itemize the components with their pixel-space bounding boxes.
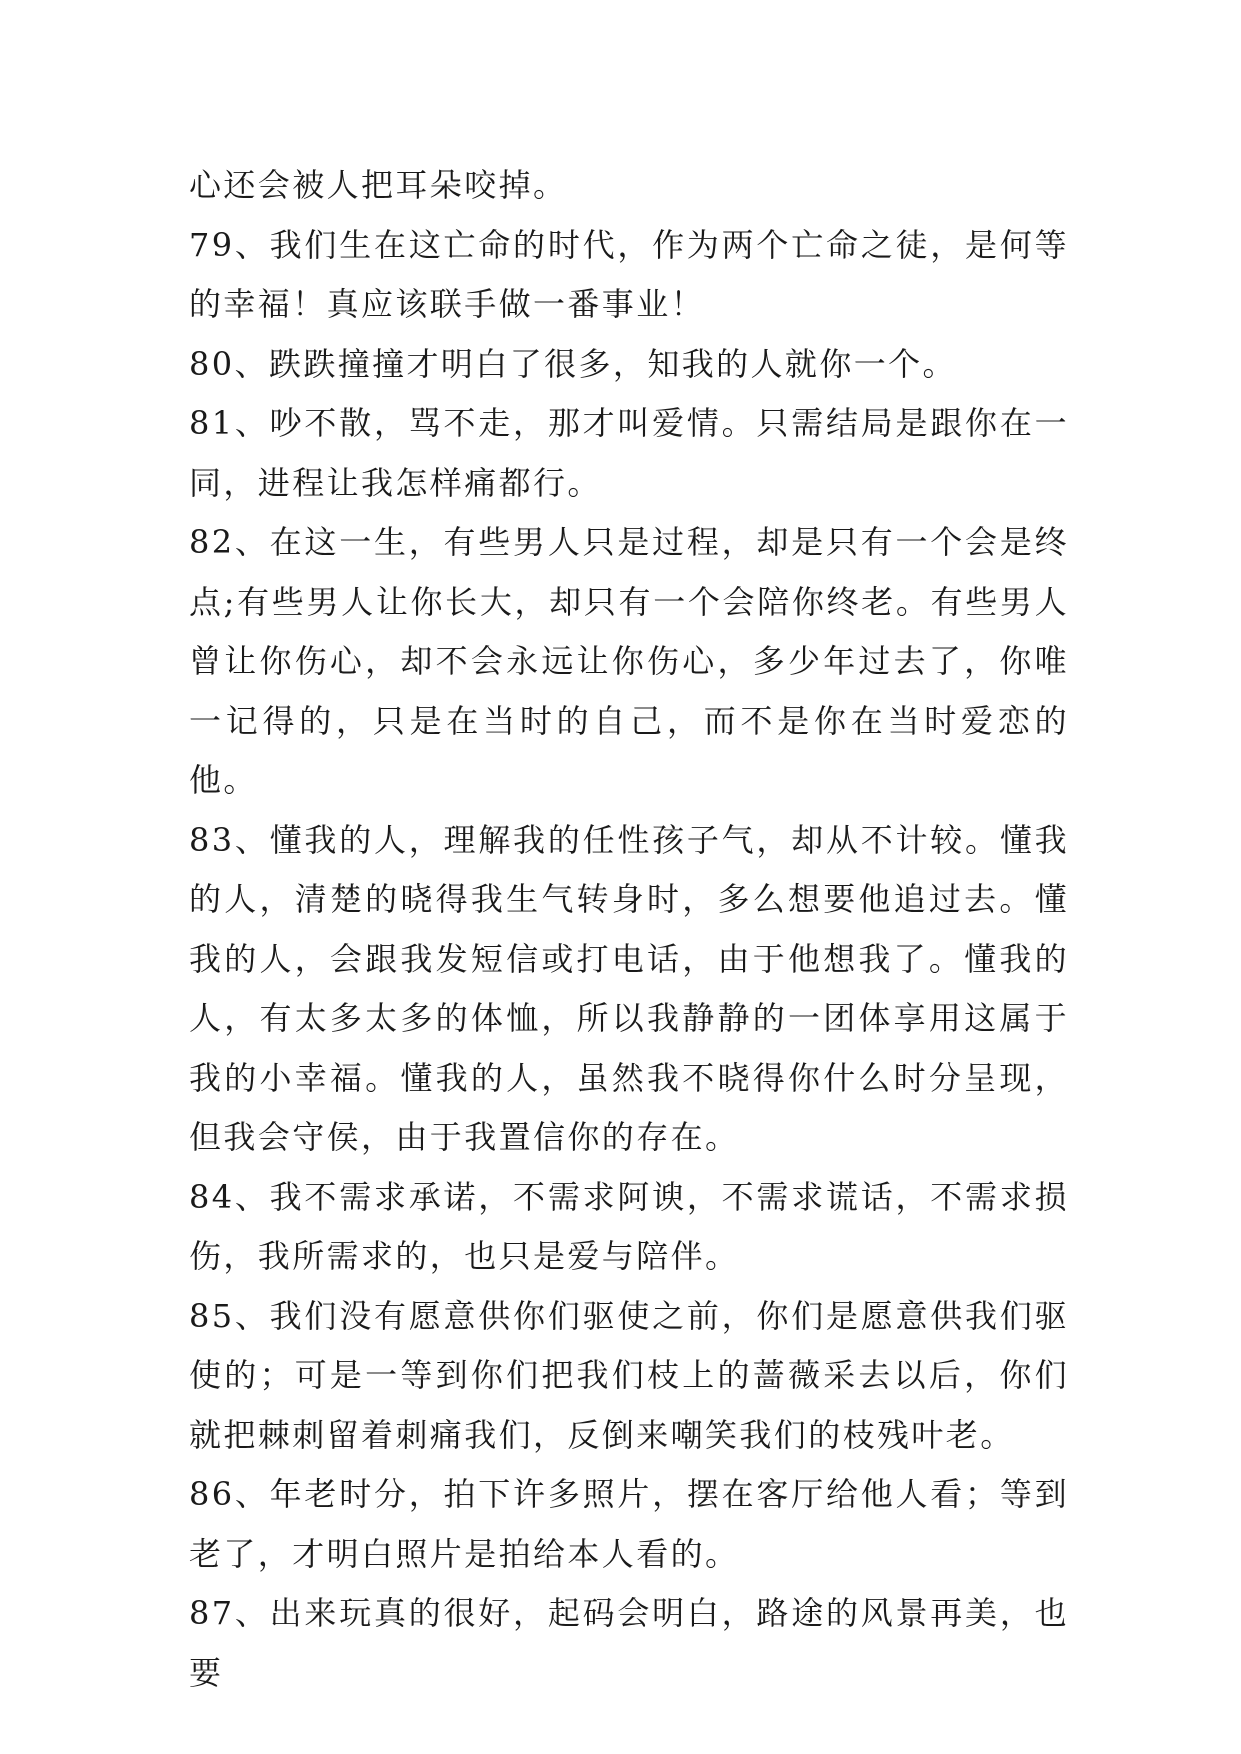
paragraph-79: 79、我们生在这亡命的时代，作为两个亡命之徒，是何等的幸福！真应该联手做一番事业！ bbox=[189, 225, 1069, 323]
paragraph-83: 83、懂我的人，理解我的任性孩子气，却从不计较。懂我的人，清楚的晓得我生气转身时，多么想要他追过去。懂我的人，会跟我发短信或打电话，由于他想我了。懂我的人，有太多太多的体恤，所以我静静的一团体享用这属于我的小幸福。懂我的人，虽然我不晓得你什么时分呈现，但我会守侯，由于我置信你的存在。 bbox=[189, 820, 1069, 1156]
paragraph-continuation: 心还会被人把耳朵咬掉。 bbox=[189, 166, 568, 204]
paragraph-85: 85、我们没有愿意供你们驱使之前，你们是愿意供我们驱使的；可是一等到你们把我们枝上的蔷薇采去以后，你们就把棘刺留着刺痛我们，反倒来嘲笑我们的枝残叶老。 bbox=[189, 1296, 1069, 1454]
paragraph-80: 80、跌跌撞撞才明白了很多，知我的人就你一个。 bbox=[189, 344, 957, 383]
paragraph-82: 82、在这一生，有些男人只是过程，却是只有一个会是终点;有些男人让你长大，却只有一个会陪你终老。有些男人曾让你伤心，却不会永远让你伤心，多少年过去了，你唯一记得的，只是在当时的自己，而不是你在当时爱恋的他。 bbox=[189, 523, 1069, 799]
paragraph-86: 86、年老时分，拍下许多照片，摆在客厅给他人看；等到老了，才明白照片是拍给本人看的。 bbox=[189, 1475, 1069, 1573]
paragraph-87: 87、出来玩真的很好，起码会明白，路途的风景再美，也要 bbox=[189, 1594, 1069, 1692]
paragraph-81: 81、吵不散，骂不走，那才叫爱情。只需结局是跟你在一同，进程让我怎样痛都行。 bbox=[189, 404, 1069, 502]
paragraph-84: 84、我不需求承诺，不需求阿谀，不需求谎话，不需求损伤，我所需求的，也只是爱与陪伴。 bbox=[189, 1177, 1069, 1275]
document-body bbox=[189, 156, 1069, 1703]
